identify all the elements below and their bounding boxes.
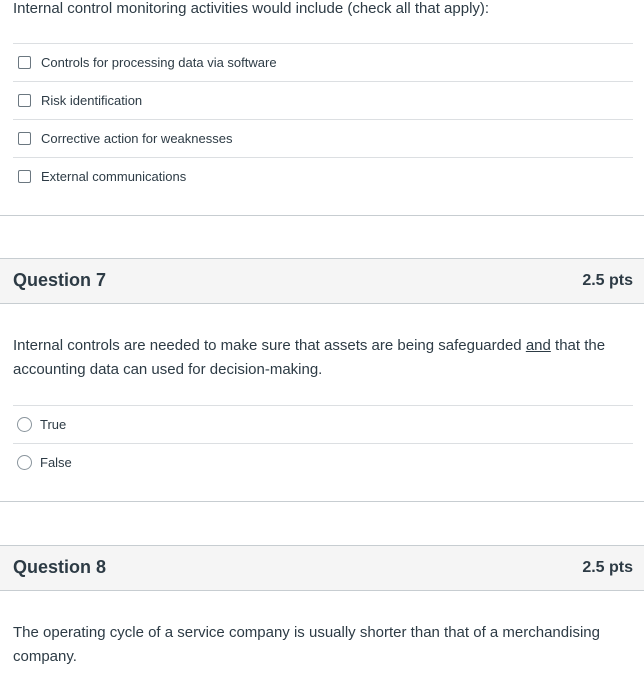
answer-label: Risk identification xyxy=(41,93,143,108)
answer-label: Controls for processing data via software xyxy=(41,55,277,70)
question-title: Question 7 xyxy=(13,270,107,290)
question-text-underlined: and xyxy=(525,337,551,354)
answer-option[interactable] xyxy=(13,443,633,481)
answer-label: False xyxy=(40,455,72,470)
answer-option[interactable] xyxy=(13,43,633,81)
question-6-answers xyxy=(13,43,633,195)
question-7-text xyxy=(13,334,635,382)
question-text-part: Internal controls are needed to make sure that assets are being safeguarded xyxy=(13,337,526,354)
question-divider xyxy=(0,501,644,502)
answer-option[interactable] xyxy=(13,157,633,195)
question-points: 2.5 pts xyxy=(582,272,633,289)
checkbox[interactable] xyxy=(18,170,31,183)
answer-label: Corrective action for weaknesses xyxy=(41,131,233,146)
radio-button[interactable] xyxy=(17,417,32,432)
checkbox[interactable] xyxy=(18,132,31,145)
question-points: 2.5 pts xyxy=(582,559,633,576)
answer-option[interactable] xyxy=(13,405,633,443)
question-8-header xyxy=(0,545,644,591)
answer-option[interactable] xyxy=(13,81,633,119)
question-7-header xyxy=(0,258,644,304)
checkbox[interactable] xyxy=(18,94,31,107)
question-title: Question 8 xyxy=(13,557,107,577)
answer-option[interactable] xyxy=(13,119,633,157)
question-text-part: that the accounting data can used for decision-making. xyxy=(13,337,606,378)
checkbox[interactable] xyxy=(18,56,31,69)
answer-label: True xyxy=(40,417,67,432)
question-6-prompt: Internal control monitoring activities would include (check all that apply): xyxy=(13,0,490,17)
question-8-text: The operating cycle of a service company is usually shorter than that of a merchandising company. xyxy=(13,624,600,665)
radio-button[interactable] xyxy=(17,455,32,470)
question-7-answers xyxy=(13,405,633,481)
question-divider xyxy=(0,215,644,216)
answer-label: External communications xyxy=(41,169,187,184)
